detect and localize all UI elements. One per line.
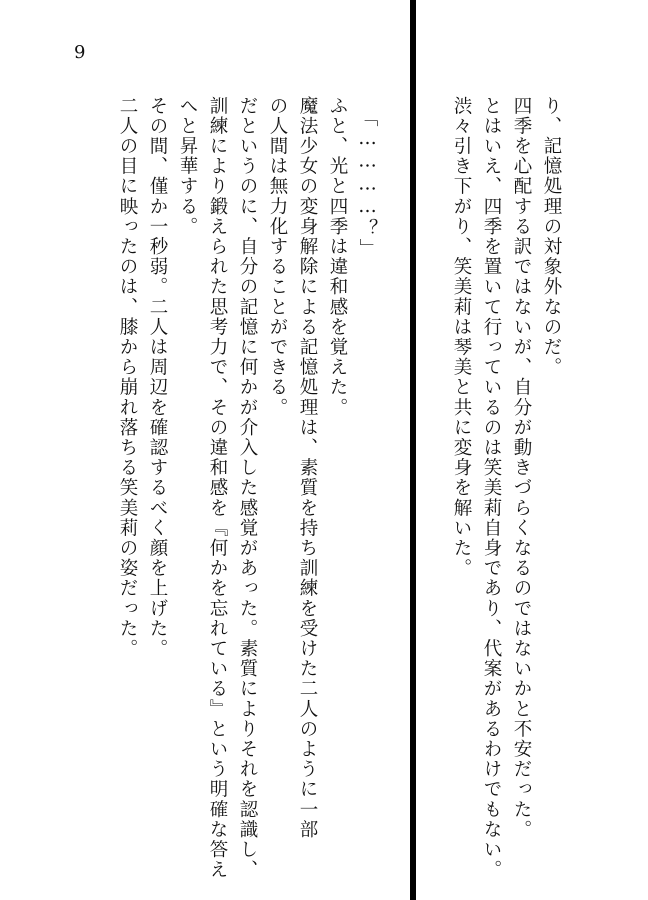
text-line-l4: の人間は無力化することができる。 <box>267 96 288 418</box>
text-line-l6: 訓練により鍛えられた思考力で、その違和感を『何かを忘れている』という明確な答え <box>207 96 228 880</box>
page-gutter-bar <box>410 0 416 900</box>
text-line-l1: 「…………？」 <box>357 108 378 259</box>
text-line-l9: 二人の目に映ったのは、膝から崩れ落ちる笑美莉の姿だった。 <box>117 96 138 659</box>
text-line-l3: 魔法少女の変身解除による記憶処理は、素質を持ち訓練を受けた二人のように一部 <box>297 96 318 840</box>
text-line-l8: その間、僅か一秒弱。二人は周辺を確認するべく顔を上げた。 <box>147 96 168 659</box>
text-line-r2: 四季を心配する訳ではないが、自分が動きづらくなるのではないかと不安だった。 <box>511 96 532 840</box>
text-line-l7: へと昇華する。 <box>177 96 198 237</box>
text-line-l5: だというのに、自分の記憶に何かが介入した感覚があった。素質によりそれを認識し、 <box>237 96 258 880</box>
text-line-r3: とはいえ、四季を置いて行っているのは笑美莉自身であり、代案があるわけでもない。 <box>481 96 502 880</box>
text-line-r4: 渋々引き下がり、笑美莉は琴美と共に変身を解いた。 <box>451 96 472 579</box>
text-line-r1: り、記憶処理の対象外なのだ。 <box>541 96 562 378</box>
page-number: 9 <box>74 42 86 63</box>
text-line-l2: ふと、光と四季は違和感を覚えた。 <box>327 96 348 418</box>
